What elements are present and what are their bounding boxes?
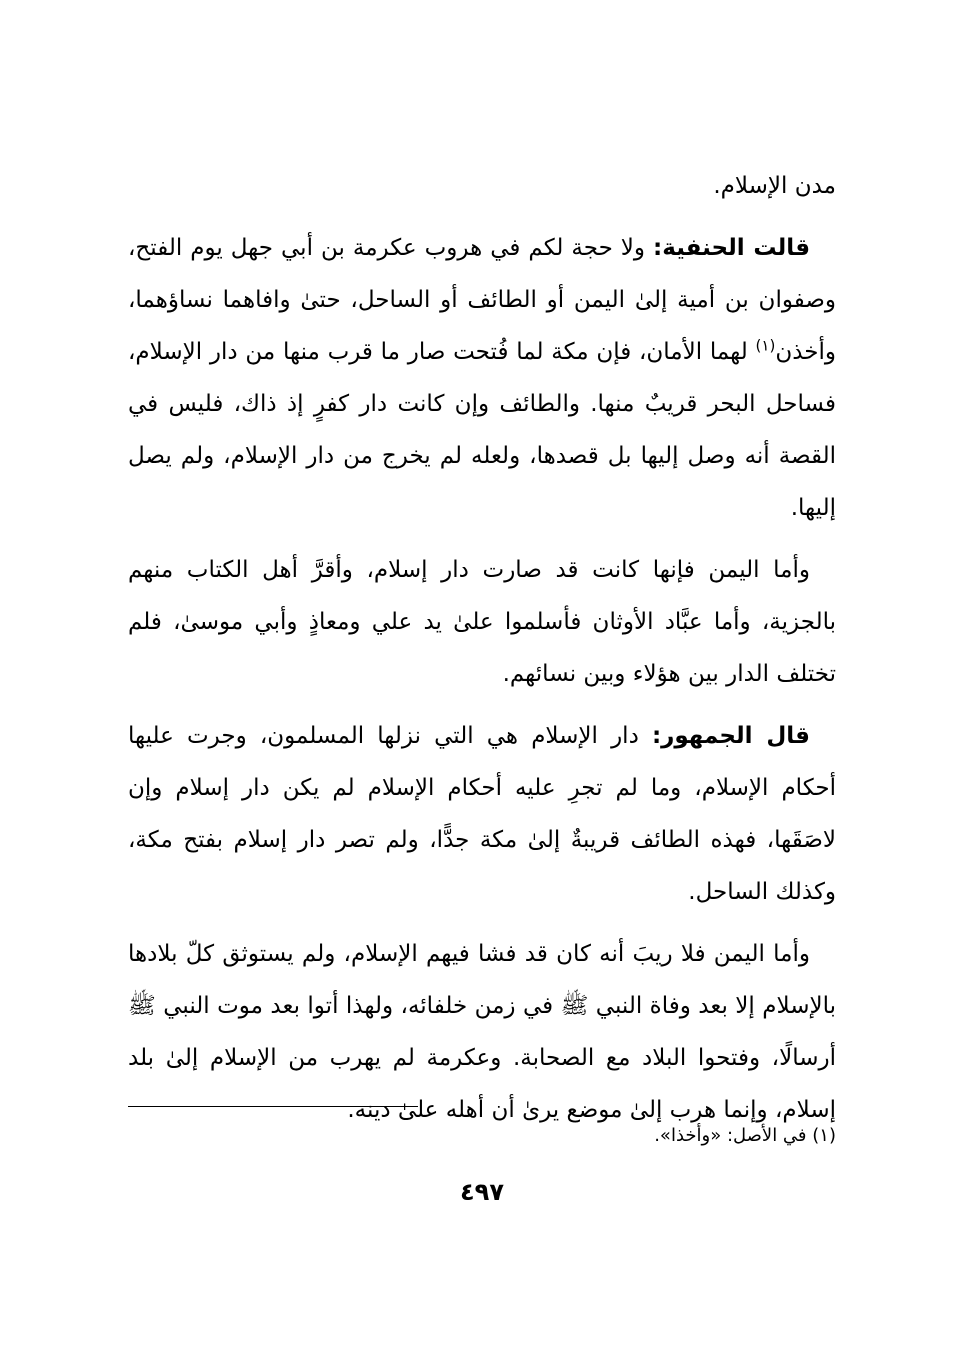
paragraph-1 bbox=[128, 160, 836, 212]
book-page bbox=[128, 160, 836, 1206]
paragraph-2-text: ولا حجة لكم في هروب عكرمة بن أبي جهل يوم الفتح، وصفوان بن أمية إلىٰ اليمن أو الطائف أو الساحل، حتىٰ وافاهما نساؤهما، وأخذن bbox=[128, 235, 836, 365]
footnote-number: (١) bbox=[812, 1125, 836, 1146]
footnote-text: في الأصل: «وأخذا». bbox=[654, 1125, 807, 1146]
paragraph-3-text: وأما اليمن فإنها كانت قد صارت دار إسلام، وأقرَّ أهل الكتاب منهم بالجزية، وأما عبَّاد الأوثان فأسلموا علىٰ يد علي ومعاذٍ وأبي موسىٰ، فلم تختلف الدار بين هؤلاء وبين نسائهم. bbox=[128, 557, 836, 687]
paragraph-4 bbox=[128, 710, 836, 918]
page-number: ٤٩٧ bbox=[460, 1178, 504, 1206]
footnote bbox=[128, 1120, 836, 1152]
paragraph-3 bbox=[128, 544, 836, 700]
paragraph-2-text-continued: لهما الأمان، فإن مكة لما فُتحت صار ما قرب منها من دار الإسلام، فساحل البحر قريبٌ منها. والطائف وإن كانت دار كفرٍ إذ ذاك، فليس في القصة أنه وصل إليها بل قصدها، ولعله لم يخرج من دار الإسلام، ولم يصل إليها. bbox=[128, 339, 836, 521]
paragraph-1-text: مدن الإسلام. bbox=[713, 173, 836, 199]
paragraph-2 bbox=[128, 222, 836, 534]
footnote-divider bbox=[128, 1106, 418, 1107]
paragraph-4-lead: قال الجمهور: bbox=[651, 723, 810, 749]
paragraph-5 bbox=[128, 928, 836, 1136]
paragraph-4-text: دار الإسلام هي التي نزلها المسلمون، وجرت عليها أحكام الإسلام، وما لم تجرِ عليه أحكام الإسلام لم يكن دار إسلام وإن لاصَقَها، فهذه الطائف قريبةٌ إلىٰ مكة جدًّا، ولم تصر دار إسلام بفتح مكة، وكذلك الساحل. bbox=[128, 723, 836, 905]
footnote-reference: (١) bbox=[755, 336, 776, 355]
paragraph-2-lead: قالت الحنفية: bbox=[653, 235, 810, 261]
paragraph-5-text: وأما اليمن فلا ريبَ أنه كان قد فشا فيهم الإسلام، ولم يستوثق كلّ بلادها بالإسلام إلا بعد وفاة النبي ﷺ في زمن خلفائه، ولهذا أتوا بعد موت النبي ﷺ أرسالًا، وفتحوا البلاد مع الصحابة. وعكرمة لم يهرب من الإسلام إلىٰ بلد إسلام، وإنما هرب إلىٰ موضع يرىٰ أن أهله علىٰ دينه. bbox=[128, 941, 836, 1123]
